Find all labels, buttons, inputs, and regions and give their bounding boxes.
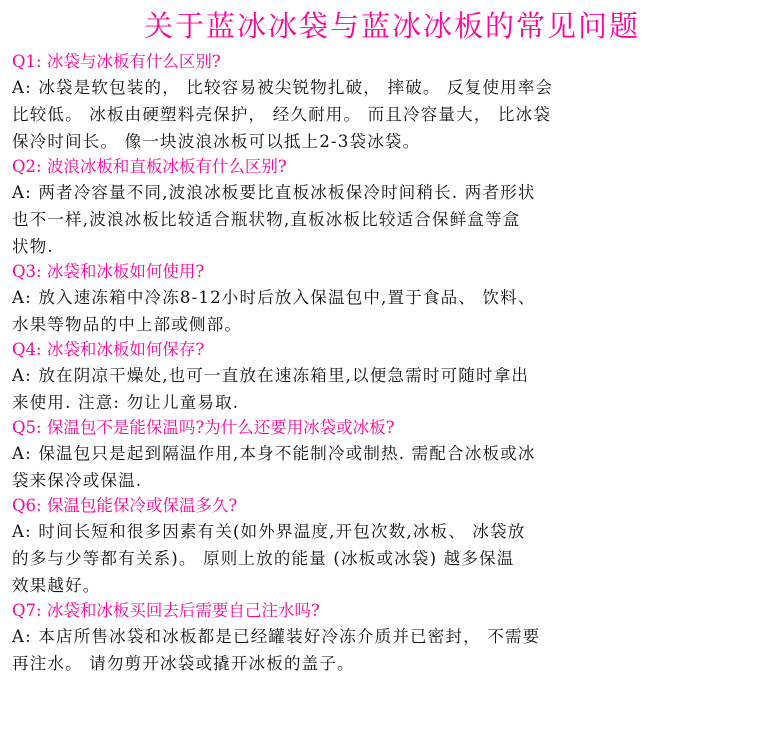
answer-line: 水果等物品的中上部或侧部。 <box>12 315 243 334</box>
answer-line: 也不一样,波浪冰板比较适合瓶状物,直板冰板比较适合保鲜盒等盒 <box>12 210 521 229</box>
answer-line: A: 时间长短和很多因素有关(如外界温度,开包次数,冰板、 冰袋放 <box>12 522 526 541</box>
question-text: Q3: 冰袋和冰板如何使用? <box>12 262 205 281</box>
qa-item <box>10 599 774 677</box>
answer-line: A: 本店所售冰袋和冰板都是已经罐装好冷冻介质并已密封， 不需要 <box>12 627 541 646</box>
answer-text <box>10 362 774 416</box>
answer-text <box>10 623 774 677</box>
answer-line: A: 放在阴凉干燥处,也可一直放在速冻箱里,以便急需时可随时拿出 <box>12 366 530 385</box>
answer-text <box>10 179 774 260</box>
answer-text <box>10 518 774 599</box>
answer-text <box>10 440 774 494</box>
question-text: Q2: 波浪冰板和直板冰板有什么区别? <box>12 157 287 176</box>
answer-line: 比较低。 冰板由硬塑料壳保护， 经久耐用。 而且冷容量大， 比冰袋 <box>12 105 552 124</box>
question-text: Q5: 保温包不是能保温吗?为什么还要用冰袋或冰板? <box>12 418 395 437</box>
answer-line: A: 保温包只是起到隔温作用,本身不能制冷或制热. 需配合冰板或冰 <box>12 444 536 463</box>
qa-list <box>10 50 774 677</box>
qa-item <box>10 338 774 416</box>
answer-line: A: 放入速冻箱中冷冻8-12小时后放入保温包中,置于食品、 饮料、 <box>12 288 536 307</box>
question-text: Q4: 冰袋和冰板如何保存? <box>12 340 205 359</box>
qa-item <box>10 155 774 260</box>
qa-item <box>10 494 774 599</box>
answer-text <box>10 284 774 338</box>
qa-item <box>10 416 774 494</box>
answer-line: 保冷时间长。 像一块波浪冰板可以抵上2-3袋冰袋。 <box>12 132 421 151</box>
answer-line: 效果越好。 <box>12 576 101 595</box>
question-text: Q6: 保温包能保冷或保温多久? <box>12 496 238 515</box>
answer-line: 状物. <box>12 237 54 256</box>
answer-line: 的多与少等都有关系)。 原则上放的能量 (冰板或冰袋) 越多保温 <box>12 549 515 568</box>
answer-line: 袋来保冷或保温. <box>12 471 143 490</box>
page-title: 关于蓝冰冰袋与蓝冰冰板的常见问题 <box>143 9 640 43</box>
question-text: Q1: 冰袋与冰板有什么区别? <box>12 52 221 71</box>
answer-text <box>10 74 774 155</box>
answer-line: 来使用. 注意: 勿让儿童易取. <box>12 393 240 412</box>
answer-line: A: 两者冷容量不同,波浪冰板要比直板冰板保冷时间稍长. 两者形状 <box>12 183 536 202</box>
answer-line: 再注水。 请勿剪开冰袋或撬开冰板的盖子。 <box>12 654 355 673</box>
answer-line: A: 冰袋是软包装的， 比较容易被尖锐物扎破， 摔破。 反复使用率会 <box>12 78 554 97</box>
qa-item <box>10 260 774 338</box>
qa-item <box>10 50 774 155</box>
question-text: Q7: 冰袋和冰板买回去后需要自己注水吗? <box>12 601 320 620</box>
